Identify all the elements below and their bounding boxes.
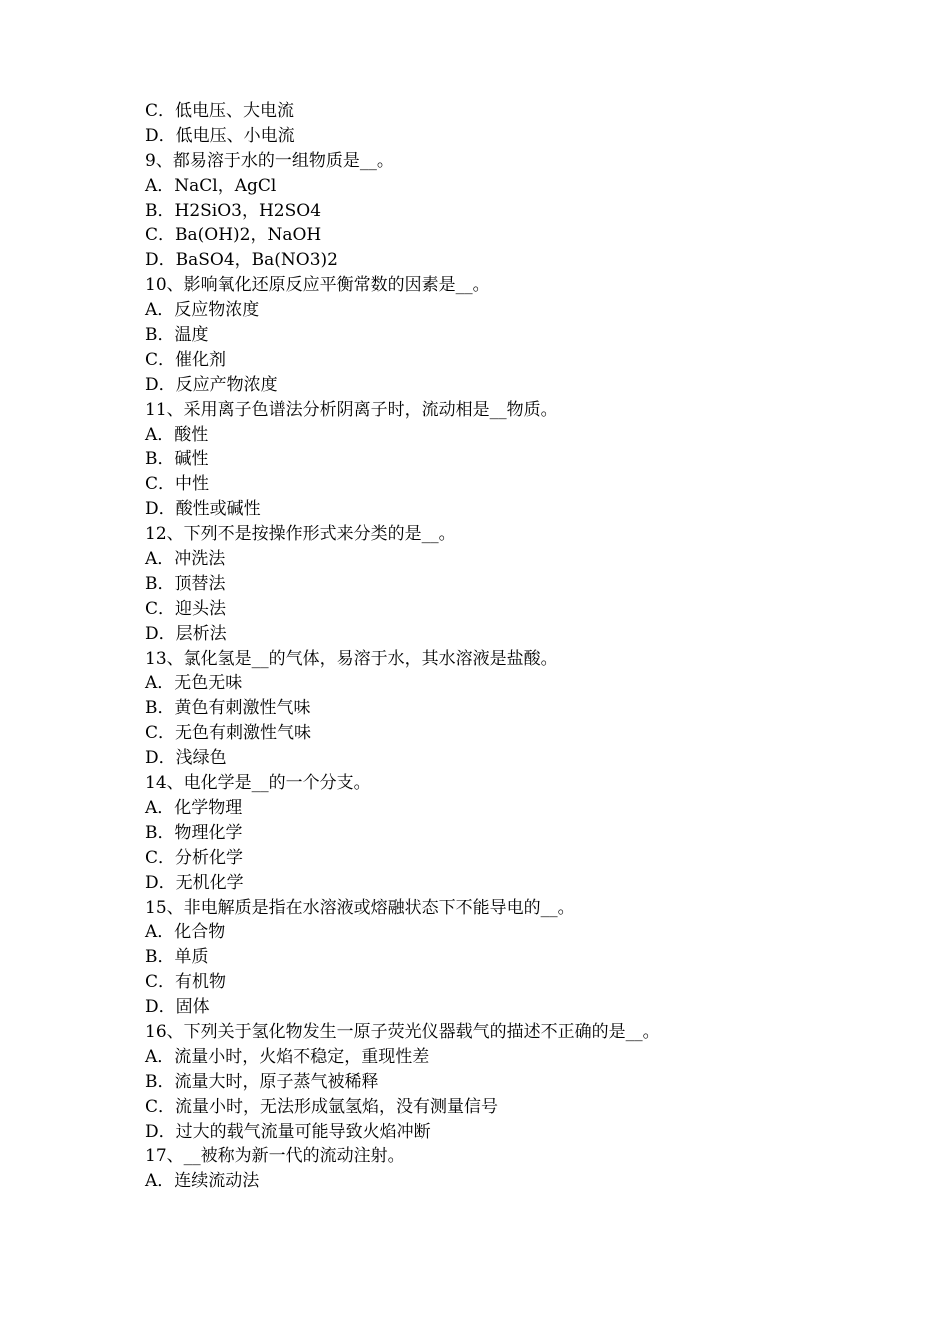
option-line: B．顶替法 [145, 573, 226, 594]
option-line: A．无色无味 [145, 673, 243, 694]
option-line: A．流量小时，火焰不稳定，重现性差 [145, 1046, 430, 1067]
option-line: B．温度 [145, 325, 209, 346]
option-line: C．低电压、大电流 [145, 101, 295, 121]
option-line: C．中性 [145, 474, 210, 495]
option-line: A．反应物浓度 [145, 300, 260, 321]
option-line: D．无机化学 [145, 872, 244, 893]
option-line: B．H2SiO3，H2SO4 [145, 200, 322, 221]
option-line: C．Ba(OH)2，NaOH [145, 225, 322, 246]
option-line: D．BaSO4，Ba(NO3)2 [145, 250, 338, 271]
option-line: D．反应产物浓度 [145, 374, 278, 395]
option-line: D．固体 [145, 997, 210, 1018]
option-line: C．有机物 [145, 972, 227, 993]
question-line: 16、下列关于氢化物发生一原子荧光仪器载气的描述不正确的是__。 [145, 1021, 660, 1042]
option-line: B．单质 [145, 947, 209, 968]
option-line: C．流量小时，无法形成氩氢焰，没有测量信号 [145, 1096, 499, 1117]
question-line: 15、非电解质是指在水溶液或熔融状态下不能导电的__。 [145, 897, 575, 918]
question-line: 11、采用离子色谱法分析阴离子时，流动相是__物质。 [145, 399, 558, 420]
option-line: D．低电压、小电流 [145, 125, 295, 146]
question-line: 12、下列不是按操作形式来分类的是__。 [145, 524, 456, 545]
option-line: A．连续流动法 [145, 1171, 260, 1192]
question-line: 10、影响氧化还原反应平衡常数的因素是__。 [145, 275, 490, 296]
option-line: B．流量大时，原子蒸气被稀释 [145, 1071, 379, 1092]
question-line: 13、氯化氢是__的气体，易溶于水，其水溶液是盐酸。 [145, 648, 558, 669]
option-line: B．黄色有刺激性气味 [145, 698, 311, 719]
option-line: B．碱性 [145, 449, 209, 470]
option-line: D．过大的载气流量可能导致火焰冲断 [145, 1121, 431, 1142]
option-line: A．化学物理 [145, 797, 243, 818]
option-line: B．物理化学 [145, 822, 243, 843]
option-line: C．催化剂 [145, 349, 227, 370]
option-line: A．酸性 [145, 424, 209, 445]
option-line: A．冲洗法 [145, 549, 226, 570]
question-line: 9、都易溶于水的一组物质是__。 [145, 150, 394, 171]
option-line: D．层析法 [145, 623, 227, 644]
option-line: A．化合物 [145, 922, 226, 943]
question-line: 14、电化学是__的一个分支。 [145, 773, 371, 794]
option-line: C．分析化学 [145, 847, 244, 868]
option-line: A．NaCl，AgCl [145, 175, 277, 196]
option-line: C．迎头法 [145, 598, 227, 619]
option-line: D．酸性或碱性 [145, 499, 261, 520]
option-line: D．浅绿色 [145, 748, 227, 769]
document-body [145, 99, 865, 1194]
question-line: 17、__被称为新一代的流动注射。 [145, 1146, 405, 1167]
option-line: C．无色有刺激性气味 [145, 723, 312, 744]
